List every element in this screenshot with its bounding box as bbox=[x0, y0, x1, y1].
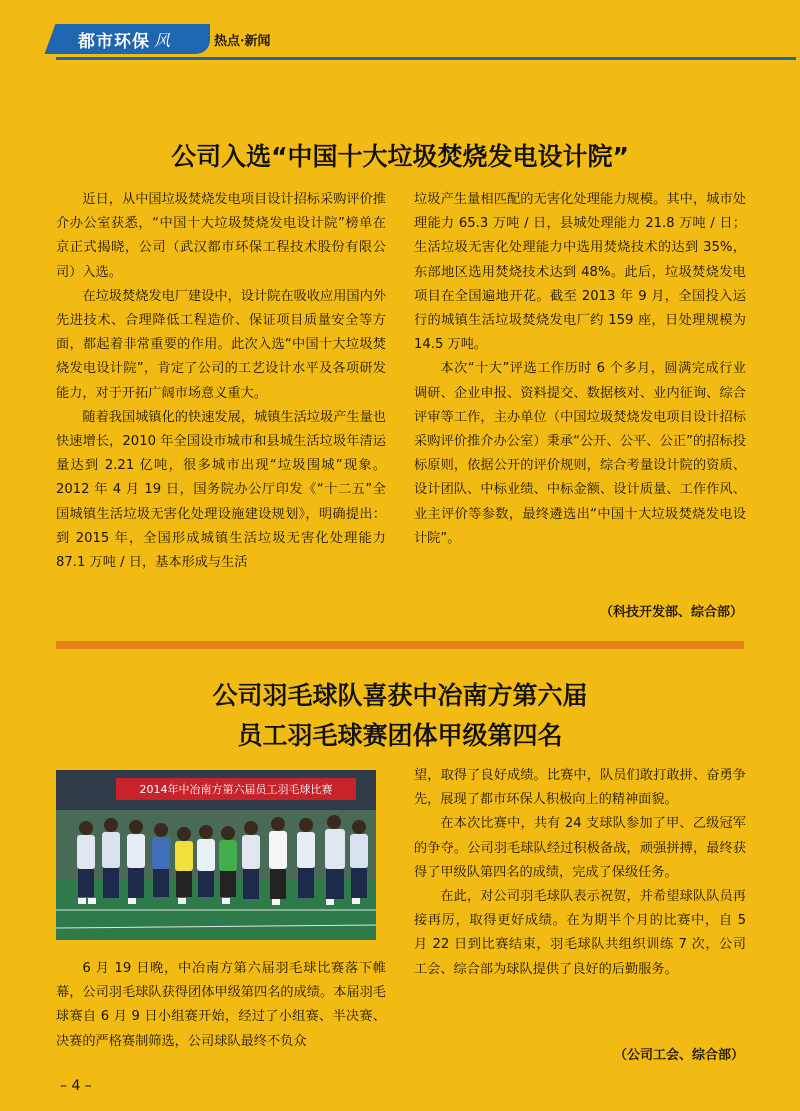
photo-banner-text: 2014年中冶南方第六届员工羽毛球比赛 bbox=[139, 783, 333, 796]
article2-left-column bbox=[56, 957, 386, 1054]
article1-paragraph: 近日，从中国垃圾焚烧发电项目设计招标采购评价推介办公室获悉，“中国十大垃圾焚烧发电设计院”榜单在京正式揭晓，公司（武汉都市环保工程技术股份有限公司）入选。 bbox=[56, 192, 386, 280]
brand-logo-icon: 风 bbox=[154, 30, 171, 50]
article1-credit: （科技开发部、综合部） bbox=[600, 605, 744, 620]
article1-title: 公司入选“中国十大垃圾焚烧发电设计院” bbox=[171, 142, 629, 171]
article1-paragraph: 垃圾产生量相匹配的无害化处理能力规模。其中，城市处理能力 65.3 万吨 / 日，县城处理能力 21.8 万吨 / 日；生活垃圾无害化处理能力中选用焚烧技术的达到 35%，东部地区选用焚烧技术达到 48%。此后，垃圾焚烧发电项目在全国遍地开花。截至 2013 年 9 月，全国投入运行的城镇生活垃圾焚烧发电厂约 159 座，日处理规模为 14.5 万吨。 bbox=[414, 192, 746, 353]
team-photo bbox=[56, 770, 376, 940]
article2-paragraph: 6 月 19 日晚，中冶南方第六届羽毛球比赛落下帷幕，公司羽毛球队获得团体甲级第四名的成绩。本届羽毛球赛自 6 月 9 日小组赛开始，经过了小组赛、半决赛、决赛的严格赛制筛选，公司球队最终不负众 bbox=[56, 961, 386, 1049]
article2-title-line1: 公司羽毛球队喜获中冶南方第六届 bbox=[212, 681, 588, 710]
article1-paragraph: 随着我国城镇化的快速发展，城镇生活垃圾产生量也快速增长，2010 年全国设市城市和县城生活垃圾年清运量达到 2.21 亿吨，很多城市出现“垃圾围城”现象。2012 年 4 月 19 日，国务院办公厅印发《“十二五”全国城镇生活垃圾无害化处理设施建设规划》，明确提出：到 2015 年，全国形成城镇生活垃圾无害化处理能力 87.1 万吨 / 日，基本形成与生活 bbox=[56, 409, 386, 571]
article2-paragraph: 在此，对公司羽毛球队表示祝贺，并希望球队队员再接再厉，取得更好成绩。在为期半个月的比赛中，自 5 月 22 日到比赛结束，羽毛球队共组织训练 7 次，公司工会、综合部为球队提供了良好的后勤服务。 bbox=[414, 889, 746, 977]
article1-left-column bbox=[56, 188, 386, 575]
article2-credit: （公司工会、综合部） bbox=[614, 1048, 745, 1063]
brand-tab bbox=[60, 24, 210, 54]
article2-paragraph: 望，取得了良好成绩。比赛中，队员们敢打敢拼、奋勇争先，展现了都市环保人积极向上的精神面貌。 bbox=[414, 768, 746, 808]
team-photo-illustration bbox=[56, 770, 376, 940]
article2-right-column bbox=[414, 764, 746, 982]
article1-right-column bbox=[414, 188, 746, 551]
section-divider bbox=[56, 641, 744, 649]
section-label: 热点·新闻 bbox=[214, 34, 271, 49]
article1-paragraph: 在垃圾焚烧发电厂建设中，设计院在吸收应用国内外先进技术、合理降低工程造价、保证项目质量安全等方面，都起着非常重要的作用。此次入选“中国十大垃圾焚烧发电设计院”，肯定了公司的工艺设计水平及各项研发能力，对于开拓广阔市场意义重大。 bbox=[56, 288, 386, 401]
page-number: – 4 – bbox=[60, 1078, 92, 1094]
article2-title-line2: 员工羽毛球赛团体甲级第四名 bbox=[237, 721, 563, 750]
article2-paragraph: 在本次比赛中，共有 24 支球队参加了甲、乙级冠军的争夺。公司羽毛球队经过积极备战，顽强拼搏，最终获得了甲级队第四名的成绩，完成了保级任务。 bbox=[414, 816, 746, 880]
brand-name: 都市环保 bbox=[78, 31, 150, 52]
article1-paragraph: 本次“十大”评选工作历时 6 个多月，圆满完成行业调研、企业申报、资料提交、数据核对、业内征询、综合评审等工作，主办单位（中国垃圾焚烧发电项目设计招标采购评价推介办公室）秉承“公开、公平、公正”的招标投标原则，依据公开的评价规则，综合考量设计院的资质、设计团队、中标业绩、中标金额、设计质量、工作作风、业主评价等参数，最终遴选出“中国十大垃圾焚烧发电设计院”。 bbox=[414, 361, 746, 546]
header-rule bbox=[56, 57, 796, 60]
